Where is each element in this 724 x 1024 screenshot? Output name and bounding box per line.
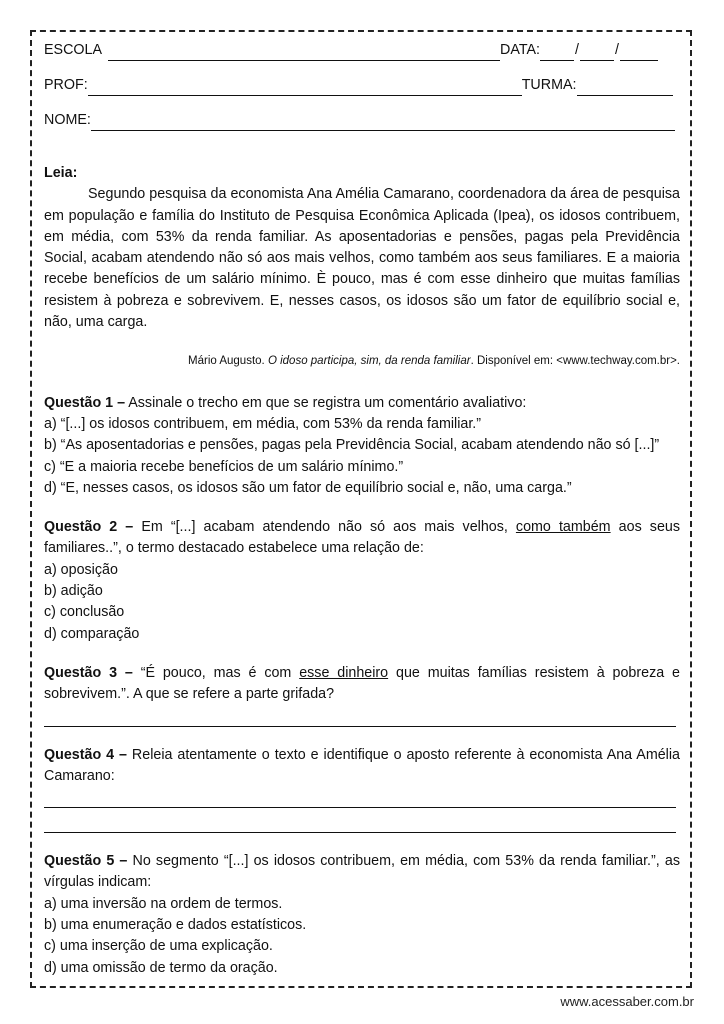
q2-prompt-before: Em “[...] acabam atendendo não só aos mais velhos, (133, 519, 516, 536)
q1-option-d[interactable]: d) “E, nesses casos, os idosos são um fator de equilíbrio social e, não, uma carga.” (44, 479, 572, 496)
q3-prompt-after: que muitas famílias resistem à pobreza e sobrevivem.”. A que se refere a parte grifada? (44, 664, 680, 703)
q1-option-a[interactable]: a) “[...] os idosos contribuem, em média, com 53% da renda familiar.” (44, 415, 482, 432)
q2-prompt-after: aos seus familiares..”, o termo destacado estabelece uma relação de: (44, 519, 680, 557)
header-row-nome (44, 110, 680, 131)
reading-source (44, 351, 680, 372)
date-day-field[interactable] (540, 46, 574, 61)
date-year-field[interactable] (620, 46, 658, 61)
date-slash: / (614, 41, 619, 58)
question-2 (44, 517, 680, 645)
q5-option-a[interactable]: a) uma inversão na ordem de termos. (44, 895, 283, 912)
q5-option-d[interactable]: d) uma omissão de termo da oração. (44, 959, 278, 976)
q2-highlighted-term: como também (515, 519, 611, 536)
q5-option-c[interactable]: c) uma inserção de uma explicação. (44, 938, 273, 955)
q2-option-b[interactable]: b) adição (44, 583, 103, 600)
q1-option-b[interactable]: b) “As aposentadorias e pensões, pagas pela Previdência Social, acabam atendendo não só [...]” (44, 437, 660, 454)
source-author: Mário Augusto. (188, 355, 265, 368)
q4-answer-line[interactable] (44, 818, 676, 833)
q5-prompt: No segmento “[...] os idosos contribuem, em média, com 53% da renda familiar.”, as vírgulas indicam: (44, 853, 680, 891)
q1-label: Questão 1 – (44, 394, 126, 411)
q3-highlighted-term: esse dinheiro (299, 664, 389, 681)
header-row-prof (44, 75, 680, 96)
q2-option-c[interactable]: c) conclusão (44, 604, 125, 621)
q4-label: Questão 4 – (44, 746, 127, 763)
q2-option-d[interactable]: d) comparação (44, 625, 140, 642)
q3-label: Questão 3 – (44, 664, 133, 681)
q1-prompt: Assinale o trecho em que se registra um comentário avaliativo: (125, 394, 527, 411)
source-title: O idoso participa, sim, da renda familiar (267, 355, 471, 368)
question-4 (44, 745, 680, 834)
nome-label: NOME: (44, 111, 91, 128)
escola-field[interactable] (108, 46, 500, 61)
question-3 (44, 663, 680, 727)
q4-prompt: Releia atentamente o texto e identifique o aposto referente à economista Ana Amélia Camarano: (44, 746, 680, 784)
date-month-field[interactable] (580, 46, 614, 61)
q5-label: Questão 5 – (44, 853, 128, 870)
turma-field[interactable] (577, 81, 673, 96)
footer-site[interactable]: www.acessaber.com.br (560, 994, 694, 1009)
header-row-escola (44, 40, 680, 61)
worksheet (44, 40, 680, 997)
escola-label: ESCOLA (44, 41, 103, 58)
question-5 (44, 851, 680, 979)
prof-field[interactable] (88, 81, 522, 96)
reading-title: Leia: (44, 165, 78, 181)
q2-option-a[interactable]: a) oposição (44, 561, 118, 578)
source-rest: . Disponível em: <www.techway.com.br>. (470, 355, 680, 368)
q4-answer-line[interactable] (44, 793, 676, 808)
nome-field[interactable] (91, 116, 675, 131)
q3-prompt-before: “É pouco, mas é com (132, 664, 300, 681)
q5-option-b[interactable]: b) uma enumeração e dados estatísticos. (44, 917, 307, 934)
turma-label: TURMA: (521, 76, 577, 93)
data-label: DATA: (500, 41, 540, 58)
q2-label: Questão 2 – (44, 519, 134, 536)
prof-label: PROF: (44, 76, 88, 93)
date-slash: / (575, 41, 579, 58)
reading-text: Segundo pesquisa da economista Ana Amélia Camarano, coordenadora da área de pesquisa em população e família do Instituto de Pesquisa Econômica Aplicada (Ipea), os idosos contribuem, em média, com 53% da renda familiar. As aposentadorias e pensões, pagas pela Previdência Social, acabam atendendo não só aos mais velhos, como também aos seus familiares. E a maioria recebe benefícios de um salário mínimo. È pouco, mas é com esse dinheiro que muitas famílias resistem à pobreza e sobrevivem. E, nesses casos, os idosos são um fator de equilíbrio social e, não, uma carga. (44, 186, 680, 331)
question-1 (44, 393, 680, 499)
q1-option-c[interactable]: c) “E a maioria recebe benefícios de um salário mínimo.” (44, 458, 404, 475)
q3-answer-line[interactable] (44, 712, 676, 727)
